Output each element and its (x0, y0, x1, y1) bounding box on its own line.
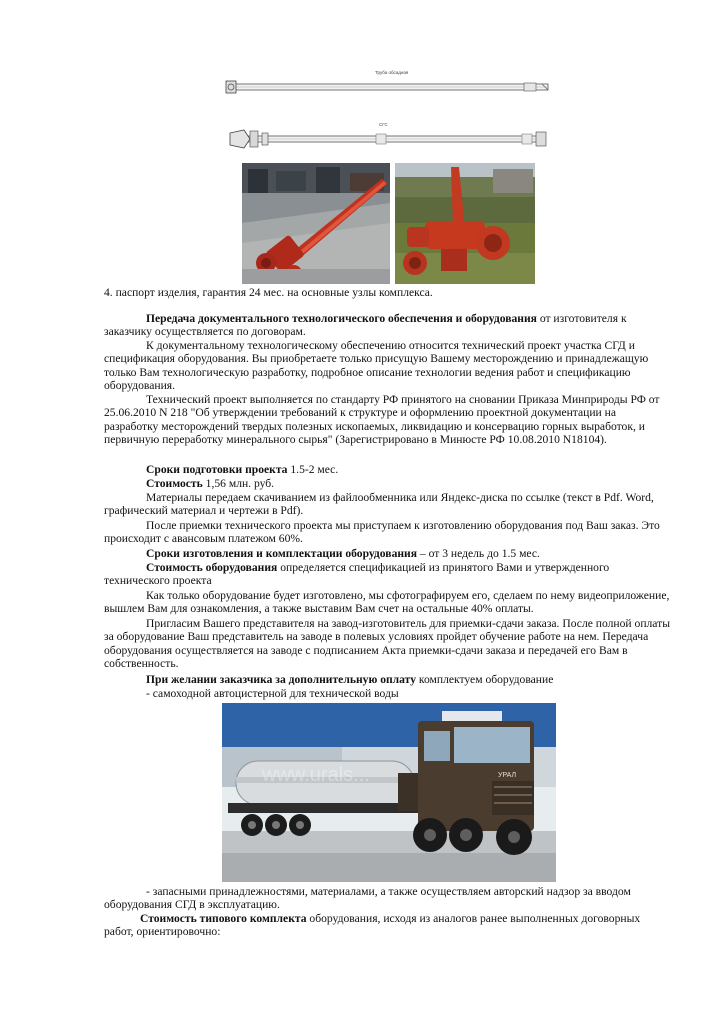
manufacturing-timeline-label: Сроки изготовления и комплектации оборудования (146, 547, 417, 560)
typical-kit-cost-text: оборудования, исходя из аналогов ранее выполненных договорных работ, ориентировочно: (104, 912, 641, 939)
document-transfer-heading: Передача документального технологического обеспечения и оборудования (146, 312, 537, 325)
paragraph-materials-delivery: Материалы передаем скачиванием из файлообменника или Яндекс-диска по ссылке (текст в Pdf. Word, графический материал и чертежи в Pdf). (104, 491, 654, 518)
paragraph-project-cost (104, 477, 670, 490)
casing-pipe-drawing (224, 76, 558, 98)
paragraph-typical-kit-cost (104, 912, 670, 939)
sgs-assembly-drawing (226, 128, 556, 150)
paragraph-equipment-cost (104, 561, 670, 588)
optional-equipment-text: комплектуем оборудование (416, 673, 554, 686)
paragraph-project-timeline (104, 463, 670, 476)
list-item-spare-parts: - запасными принадлежностями, материалами, а также осуществляем авторский надзор за вводом оборудования СГД в эксплуатацию. (104, 885, 631, 912)
ural-cab-label: УРАЛ (498, 772, 517, 779)
pipe-drawing-caption: Труба обсадная (375, 70, 409, 75)
optional-equipment-label: При желании заказчика за дополнительную оплату (146, 673, 417, 686)
project-cost-label: Стоимость (146, 477, 203, 490)
equipment-cost-text: определяется спецификацией из принятого Вами и утвержденного технического проекта (104, 561, 610, 588)
red-assembly-field-photo (395, 163, 535, 284)
red-pipe-workshop-photo (242, 163, 390, 284)
ural-tanker-truck-photo (222, 703, 556, 882)
list-item-water-tanker: - самоходной автоцистерной для технической воды (146, 687, 399, 700)
paragraph-acceptance: Пригласим Вашего представителя на завод-изготовитель для приемки-сдачи заказа. После полной оплаты за оборудование Ваш представитель на заводе в полевых условиях пройдет обучение работе на нем. Передача оборудования осуществляется на заводе с подписанием Акта приемки-сдачи заказа и передачей его Вам в собственность. (104, 617, 671, 671)
project-timeline-label: Сроки подготовки проекта (146, 463, 288, 476)
project-timeline-value: 1.5-2 мес. (287, 463, 339, 476)
document-transfer-text: от изготовителя к заказчику осуществляется по договорам. (104, 312, 627, 339)
watermark-text: www.urals... (262, 764, 370, 786)
typical-kit-cost-label: Стоимость типового комплекта (140, 912, 307, 925)
paragraph-technical-project: Технический проект выполняется по стандарту РФ принятого на сновании Приказа Минприроды РФ от 25.06.2010 N 218 "Об утверждении требований к структуре и оформлению проектной документации на разработку месторождений твердых полезных ископаемых, ликвидацию и консервацию горных выработок, и первичную переработку минерального сырья" (Зарегистрировано в Минюсте РФ 10.08.2010 N18104). (104, 393, 660, 447)
paragraph-manufacturing-timeline (104, 547, 670, 560)
paragraph-passport: 4. паспорт изделия, гарантия 24 мес. на основные узлы комплекса. (104, 286, 433, 299)
manufacturing-timeline-value: – от 3 недель до 1.5 мес. (417, 547, 540, 560)
paragraph-document-transfer (104, 312, 670, 339)
paragraph-manufacturing-start: После приемки технического проекта мы приступаем к изготовлению оборудования под Ваш заказ. Это происходит с авансовым платежом 60%. (104, 519, 660, 546)
paragraph-optional-equipment (104, 673, 670, 686)
paragraph-photo-video: Как только оборудование будет изготовлено, мы сфотографируем его, сделаем по нему видеоприложение, вышлем Вам для ознакомления, а также выставим Вам счет на остальные 40% оплаты. (104, 589, 670, 616)
project-cost-value: 1,56 млн. руб. (202, 477, 275, 490)
equipment-cost-label: Стоимость оборудования (146, 561, 278, 574)
paragraph-documentation: К документальному технологическому обеспечению относится технический проект участка СГД и спецификация оборудования. Вы приобретаете только присущую Вашему месторождению и принадлежащую только Вам технологическую разработку, подробное описание технологии ведения работ и спецификацию оборудования. (104, 339, 649, 393)
sgs-drawing-caption: СГС (379, 122, 388, 127)
